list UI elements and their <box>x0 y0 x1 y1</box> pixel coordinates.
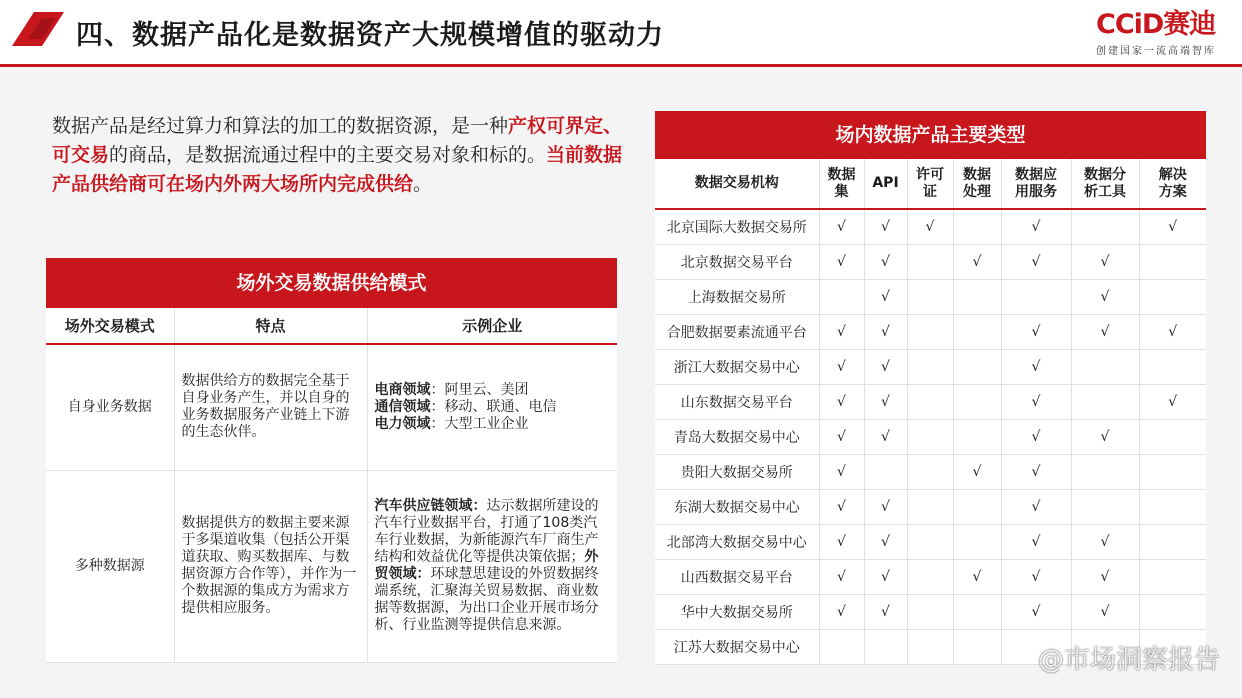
examples-cell <box>367 470 617 662</box>
empty-cell <box>1139 594 1206 629</box>
check-mark-cell: √ <box>1001 349 1071 384</box>
ccid-logo <box>1096 10 1230 58</box>
empty-cell <box>907 349 953 384</box>
empty-cell <box>1071 349 1139 384</box>
check-mark-cell: √ <box>1139 209 1206 244</box>
check-mark-cell: √ <box>819 314 864 349</box>
offsite-supply-panel <box>46 258 617 663</box>
table-header-row <box>655 159 1206 209</box>
column-header: 数据 集 <box>819 159 864 209</box>
check-mark-cell: √ <box>864 314 907 349</box>
column-header: 许可 证 <box>907 159 953 209</box>
empty-cell <box>907 629 953 664</box>
check-mark-cell: √ <box>864 279 907 314</box>
column-header: 数据 处理 <box>953 159 1001 209</box>
check-mark-cell: √ <box>864 524 907 559</box>
column-header: 数据应 用服务 <box>1001 159 1071 209</box>
table-row <box>655 209 1206 244</box>
mode-cell: 自身业务数据 <box>46 344 174 470</box>
offsite-panel-title: 场外交易数据供给模式 <box>46 258 617 308</box>
watermark: @市场洞察报告 <box>1037 645 1220 675</box>
offsite-supply-table <box>46 308 617 663</box>
check-mark-cell: √ <box>1001 559 1071 594</box>
column-header: 解决 方案 <box>1139 159 1206 209</box>
check-mark-cell: √ <box>1001 594 1071 629</box>
check-mark-cell: √ <box>953 244 1001 279</box>
table-row <box>655 419 1206 454</box>
onsite-panel-title: 场内数据产品主要类型 <box>655 111 1206 159</box>
header <box>0 0 1242 66</box>
empty-cell <box>953 419 1001 454</box>
feature-cell: 数据供给方的数据完全基于自身业务产生，并以自身的业务数据服务产业链上下游的生态伙伴。 <box>174 344 367 470</box>
empty-cell <box>907 314 953 349</box>
empty-cell <box>907 489 953 524</box>
example-text: 环球慧思建设的外贸数据终端系统，汇聚海关贸易数据、商业数据等数据源，为出口企业开展市场分析、行业监测等提供信息来源。 <box>374 566 599 633</box>
empty-cell <box>1139 524 1206 559</box>
empty-cell <box>1071 209 1139 244</box>
check-mark-cell: √ <box>1071 594 1139 629</box>
column-header: 数据交易机构 <box>655 159 819 209</box>
org-name-cell: 北京数据交易平台 <box>655 244 819 279</box>
empty-cell <box>953 314 1001 349</box>
table-row <box>655 454 1206 489</box>
logo-sub-text: 创建国家一流高端智库 <box>1096 46 1216 57</box>
check-mark-cell: √ <box>1001 209 1071 244</box>
check-mark-cell: √ <box>1001 384 1071 419</box>
check-mark-cell: √ <box>1001 524 1071 559</box>
empty-cell <box>1071 454 1139 489</box>
empty-cell <box>1139 559 1206 594</box>
mode-cell: 多种数据源 <box>46 470 174 662</box>
check-mark-cell: √ <box>819 524 864 559</box>
check-mark-cell: √ <box>864 384 907 419</box>
check-mark-cell: √ <box>819 594 864 629</box>
empty-cell <box>953 384 1001 419</box>
table-row <box>655 244 1206 279</box>
column-header: 数据分 析工具 <box>1071 159 1139 209</box>
org-name-cell: 华中大数据交易所 <box>655 594 819 629</box>
check-mark-cell: √ <box>864 349 907 384</box>
example-line: 电商领域：阿里云、美团 <box>374 381 529 398</box>
empty-cell <box>907 594 953 629</box>
logo-main-text: CCiD赛迪 <box>1096 9 1216 40</box>
empty-cell <box>864 454 907 489</box>
empty-cell <box>907 454 953 489</box>
examples-cell <box>367 344 617 470</box>
table-row <box>655 384 1206 419</box>
onsite-products-panel <box>655 111 1206 665</box>
org-name-cell: 东湖大数据交易中心 <box>655 489 819 524</box>
example-line: 通信领域：移动、联通、电信 <box>374 398 557 415</box>
check-mark-cell: √ <box>819 559 864 594</box>
org-name-cell: 山西数据交易平台 <box>655 559 819 594</box>
org-name-cell: 青岛大数据交易中心 <box>655 419 819 454</box>
intro-paragraph <box>52 112 627 199</box>
feature-cell: 数据提供方的数据主要来源于多渠道收集（包括公开渠道获取、购买数据库、与数据资源方合作等），并作为一个数据源的集成方为需求方提供相应服务。 <box>174 470 367 662</box>
empty-cell <box>907 419 953 454</box>
column-header: 示例企业 <box>367 308 617 344</box>
check-mark-cell: √ <box>864 594 907 629</box>
check-mark-cell: √ <box>864 419 907 454</box>
check-mark-cell: √ <box>1139 314 1206 349</box>
empty-cell <box>1139 244 1206 279</box>
empty-cell <box>1001 279 1071 314</box>
check-mark-cell: √ <box>1001 244 1071 279</box>
empty-cell <box>819 629 864 664</box>
example-label: 汽车供应链领域： <box>374 498 487 514</box>
check-mark-cell: √ <box>819 209 864 244</box>
empty-cell <box>819 279 864 314</box>
check-mark-cell: √ <box>907 209 953 244</box>
org-name-cell: 合肥数据要素流通平台 <box>655 314 819 349</box>
empty-cell <box>1139 349 1206 384</box>
org-name-cell: 上海数据交易所 <box>655 279 819 314</box>
check-mark-cell: √ <box>953 559 1001 594</box>
empty-cell <box>1139 419 1206 454</box>
check-mark-cell: √ <box>1001 454 1071 489</box>
org-name-cell: 江苏大数据交易中心 <box>655 629 819 664</box>
slash-logo-icon <box>12 12 64 46</box>
check-mark-cell: √ <box>1001 419 1071 454</box>
empty-cell <box>1071 489 1139 524</box>
check-mark-cell: √ <box>1071 244 1139 279</box>
table-row <box>655 279 1206 314</box>
empty-cell <box>907 279 953 314</box>
check-mark-cell: √ <box>819 349 864 384</box>
empty-cell <box>1139 279 1206 314</box>
empty-cell <box>953 594 1001 629</box>
column-header: 特点 <box>174 308 367 344</box>
empty-cell <box>953 489 1001 524</box>
empty-cell <box>953 524 1001 559</box>
intro-highlight-2: 当前数据产品供给商可在场内外两大场所内完成供给 <box>52 144 623 195</box>
example-line: 电力领域：大型工业企业 <box>374 415 529 432</box>
check-mark-cell: √ <box>1071 559 1139 594</box>
check-mark-cell: √ <box>1071 279 1139 314</box>
table-row <box>655 489 1206 524</box>
check-mark-cell: √ <box>1071 419 1139 454</box>
header-rule <box>0 64 1242 67</box>
empty-cell <box>953 349 1001 384</box>
check-mark-cell: √ <box>819 454 864 489</box>
column-header: 场外交易模式 <box>46 308 174 344</box>
empty-cell <box>953 629 1001 664</box>
table-row <box>46 470 617 662</box>
intro-highlight-1: 产权可界定、可交易 <box>52 115 623 166</box>
column-header: API <box>864 159 907 209</box>
check-mark-cell: √ <box>819 384 864 419</box>
empty-cell <box>907 384 953 419</box>
empty-cell <box>907 524 953 559</box>
empty-cell <box>953 209 1001 244</box>
org-name-cell: 山东数据交易平台 <box>655 384 819 419</box>
onsite-products-table <box>655 159 1206 665</box>
empty-cell <box>1071 384 1139 419</box>
check-mark-cell: √ <box>864 559 907 594</box>
table-row <box>655 559 1206 594</box>
intro-text-1: 数据产品是经过算力和算法的加工的数据资源，是一种 <box>52 115 509 137</box>
check-mark-cell: √ <box>819 419 864 454</box>
empty-cell <box>907 559 953 594</box>
check-mark-cell: √ <box>819 244 864 279</box>
empty-cell <box>864 629 907 664</box>
example-text: 达示数据所建设的汽车行业数据平台，打通了108类汽车行业数据，为新能源汽车厂商生产结构和效益优化等提供决策依据； <box>374 498 599 565</box>
check-mark-cell: √ <box>864 489 907 524</box>
org-name-cell: 贵阳大数据交易所 <box>655 454 819 489</box>
table-row <box>655 594 1206 629</box>
table-header-row <box>46 308 617 344</box>
check-mark-cell: √ <box>819 489 864 524</box>
empty-cell <box>1139 454 1206 489</box>
check-mark-cell: √ <box>864 244 907 279</box>
intro-text-2: 的商品，是数据流通过程中的主要交易对象和标的。 <box>109 144 547 166</box>
check-mark-cell: √ <box>1001 314 1071 349</box>
table-row <box>655 314 1206 349</box>
empty-cell <box>1139 489 1206 524</box>
table-row <box>46 344 617 470</box>
org-name-cell: 浙江大数据交易中心 <box>655 349 819 384</box>
page-title: 四、数据产品化是数据资产大规模增值的驱动力 <box>76 20 664 51</box>
table-row <box>655 349 1206 384</box>
empty-cell <box>907 244 953 279</box>
org-name-cell: 北京国际大数据交易所 <box>655 209 819 244</box>
check-mark-cell: √ <box>953 454 1001 489</box>
check-mark-cell: √ <box>1071 314 1139 349</box>
example-label: 外贸领域： <box>374 549 599 582</box>
check-mark-cell: √ <box>1139 384 1206 419</box>
intro-text-3: 。 <box>413 173 433 195</box>
check-mark-cell: √ <box>1001 489 1071 524</box>
org-name-cell: 北部湾大数据交易中心 <box>655 524 819 559</box>
check-mark-cell: √ <box>1071 524 1139 559</box>
empty-cell <box>953 279 1001 314</box>
table-row <box>655 524 1206 559</box>
check-mark-cell: √ <box>864 209 907 244</box>
